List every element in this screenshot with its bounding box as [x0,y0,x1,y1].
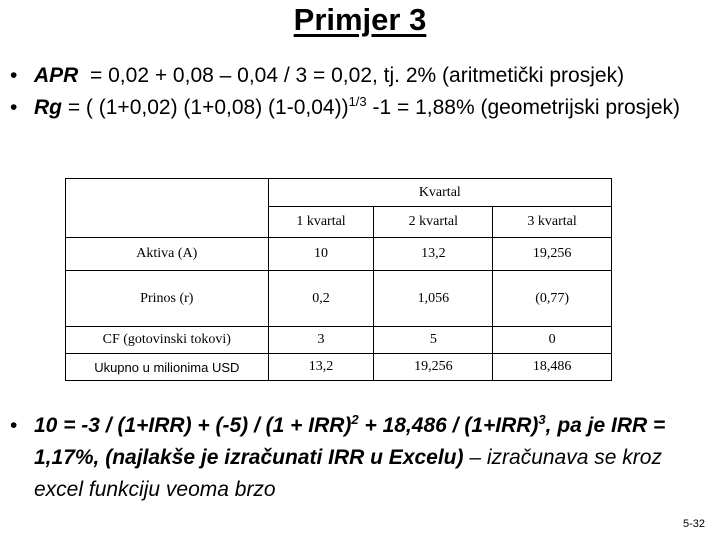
table-cell: 18,486 [493,354,612,381]
row-label: CF (gotovinski tokovi) [66,327,269,354]
table-cell: 19,256 [374,354,493,381]
table-cell: 10 [268,238,374,271]
bullet-list [10,60,715,124]
bullet-dot: • [10,64,18,87]
table-row [66,354,612,381]
empty-header-cell [66,179,269,207]
slide-title: Primjer 3 [293,2,427,37]
table-cell: (0,77) [493,271,612,327]
irr-equation-part1: 10 = -3 / (1+IRR) + (-5) / (1 + IRR) [34,414,352,437]
table-header-row [66,179,612,207]
irr-equation-part2: + 18,486 / (1+IRR) [358,414,539,437]
table-cell: 13,2 [374,238,493,271]
apr-label: APR [34,64,79,87]
table-row [66,327,612,354]
row-label: Prinos (r) [66,271,269,327]
group-header-kvartal: Kvartal [268,179,611,207]
bullet-rg [10,92,715,124]
apr-text: = 0,02 + 0,08 – 0,04 / 3 = 0,02, tj. 2% (aritmetički prosjek) [84,64,625,87]
rg-text-before: = ( (1+0,02) (1+0,08) (1-0,04)) [62,96,349,119]
row-label: Aktiva (A) [66,238,269,271]
table-cell: 13,2 [268,354,374,381]
bullet-irr [10,410,715,506]
table-cell: 0,2 [268,271,374,327]
table-cell: 19,256 [493,238,612,271]
irr-exponent-2: 2 [351,412,359,427]
column-header: 1 kvartal [268,207,374,238]
column-header: 2 kvartal [374,207,493,238]
irr-equation-part4: – izračunava se kroz excel funkciju veoma brzo [34,446,662,501]
table-row [66,271,612,327]
page-number: 5-32 [682,518,705,530]
bullet-apr [10,60,715,92]
rg-text-after: -1 = 1,88% (geometrijski prosjek) [366,96,681,119]
irr-exponent-3: 3 [538,412,546,427]
table-cell: 3 [268,327,374,354]
table-row [66,238,612,271]
table-cell: 5 [374,327,493,354]
rg-exponent: 1/3 [348,94,367,109]
empty-header-cell [66,207,269,238]
bullet-dot: • [10,414,18,437]
table-cell: 1,056 [374,271,493,327]
table-cell: 0 [493,327,612,354]
table-columns-row [66,207,612,238]
bullet-dot: • [10,96,18,119]
quarterly-table [65,178,612,381]
irr-equation-part3: , pa je IRR = 1,17%, (najlakše je izračunati IRR u Excelu) [34,414,666,469]
row-label: Ukupno u milionima USD [66,354,269,381]
column-header: 3 kvartal [493,207,612,238]
rg-label: Rg [34,96,62,119]
